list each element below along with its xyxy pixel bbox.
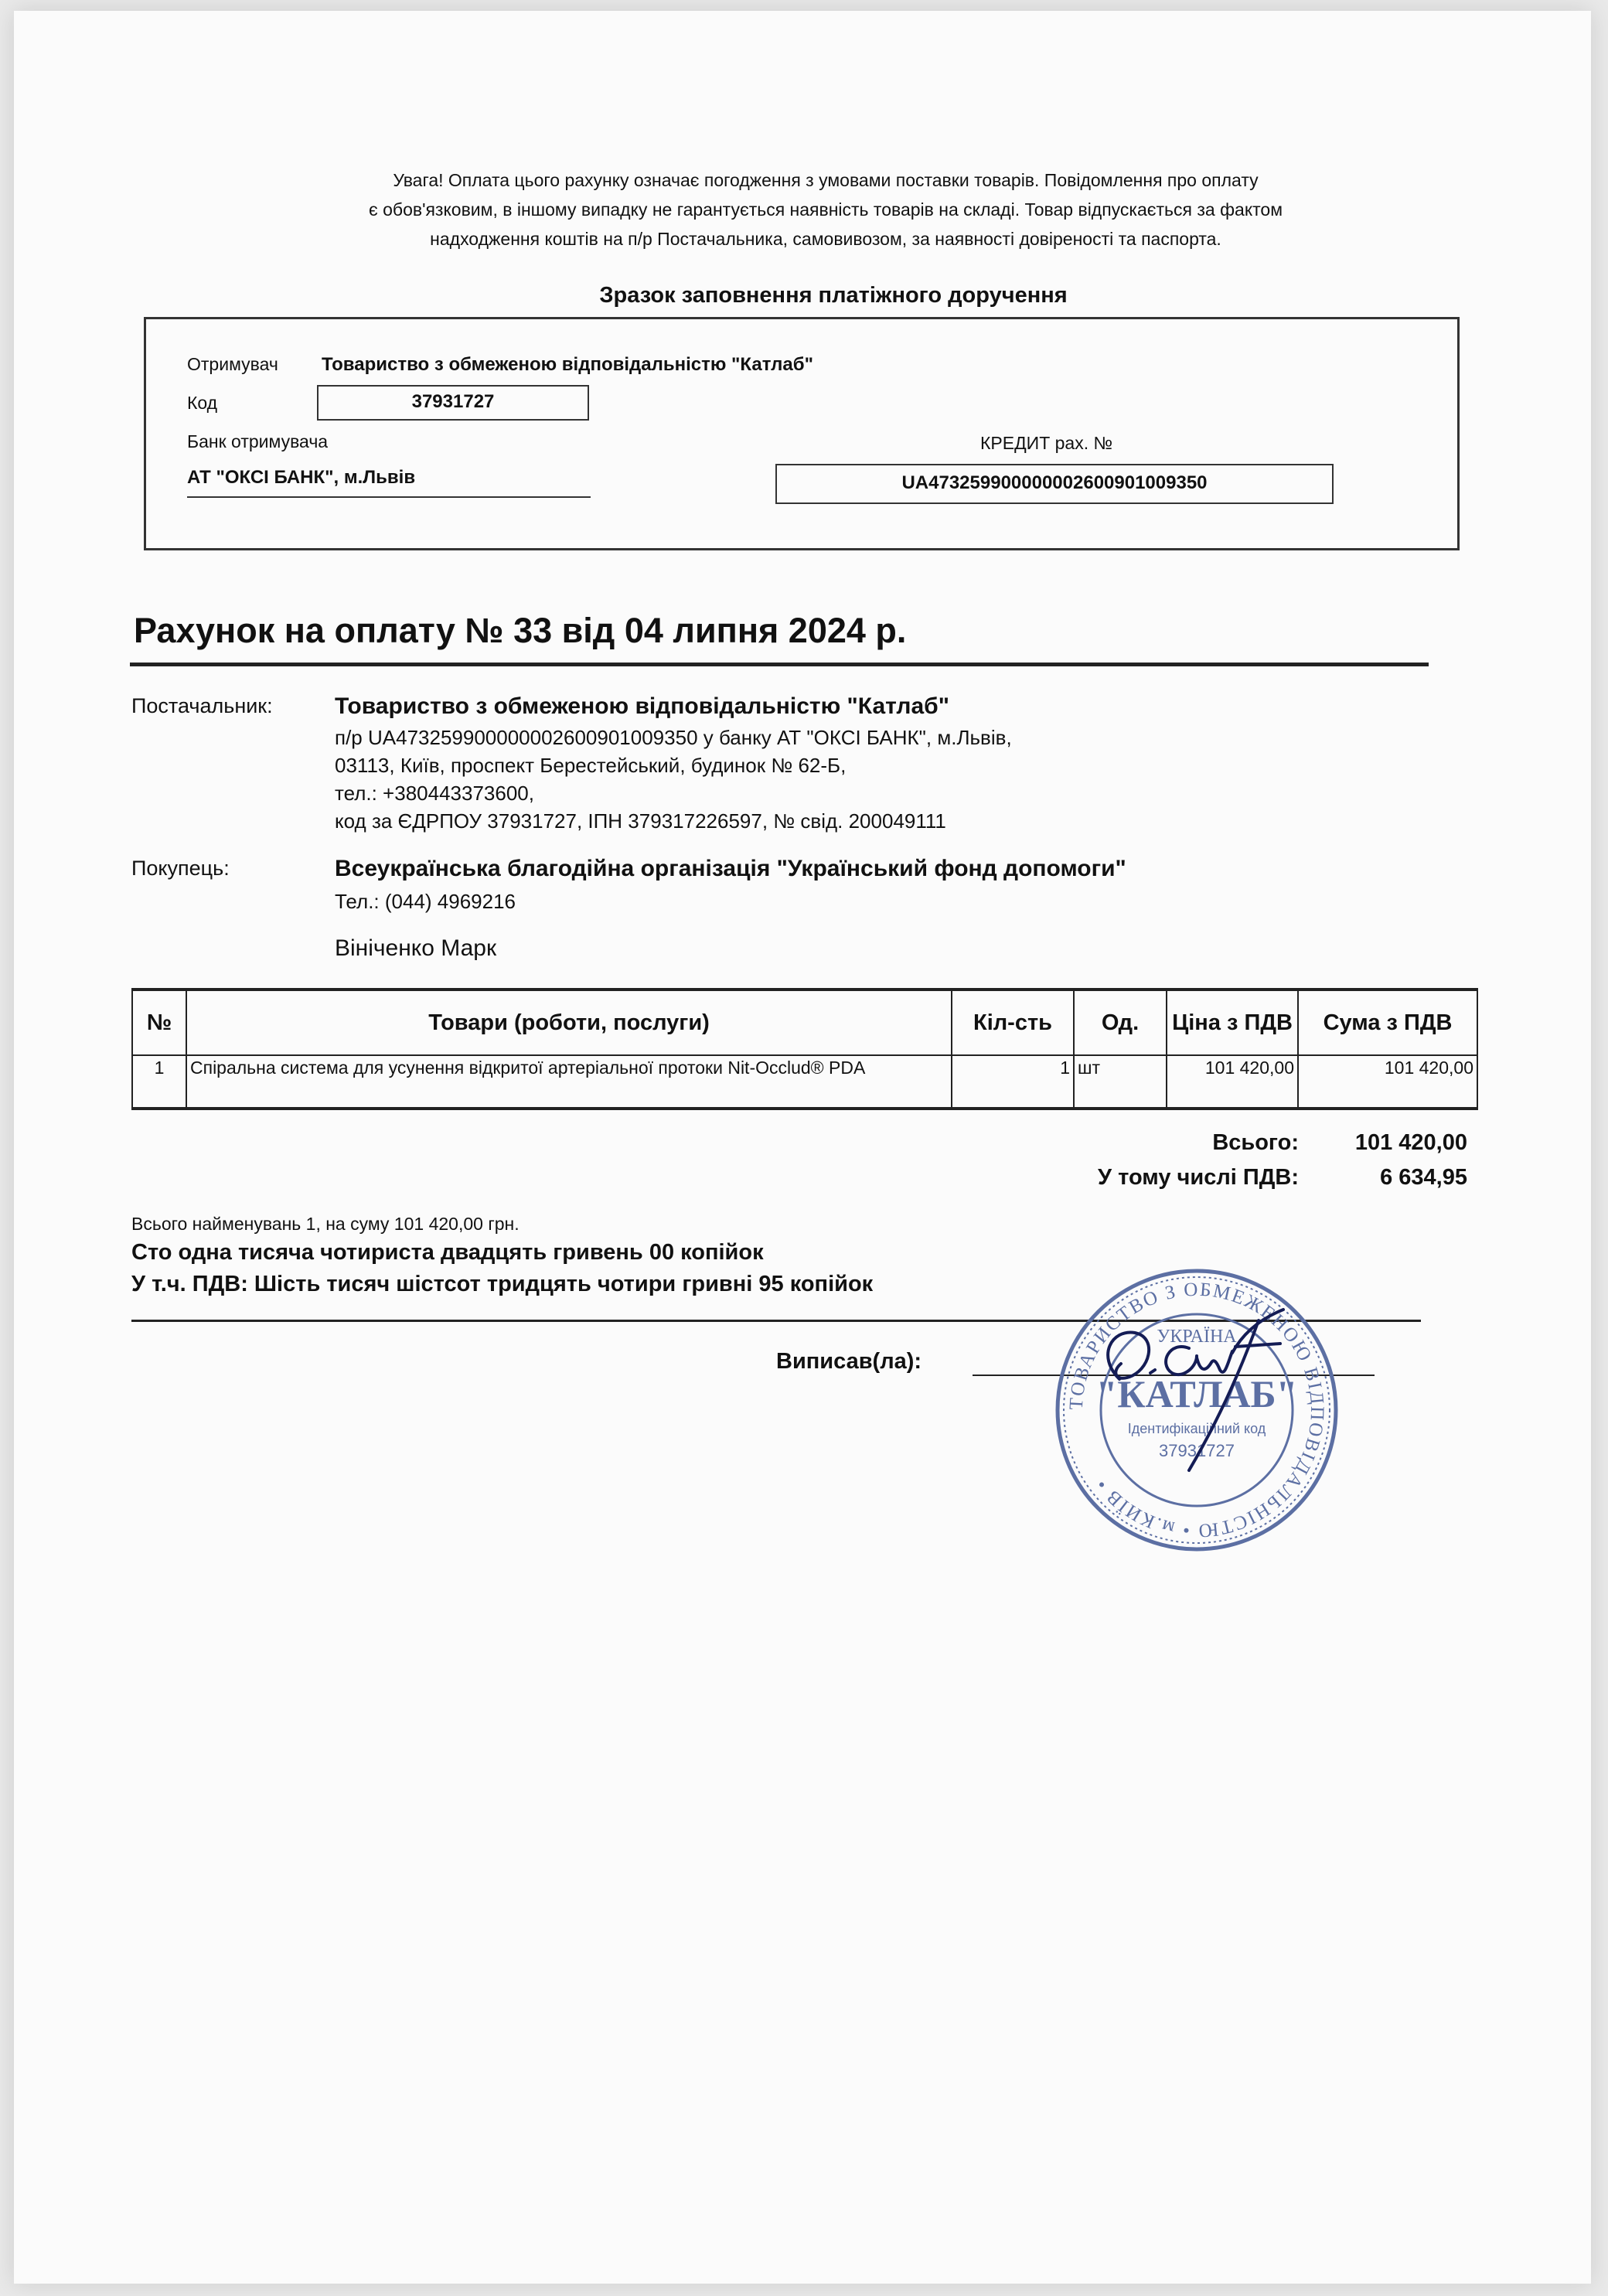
total-value: 101 420,00 <box>1354 1130 1467 1155</box>
supplier-phone-line: тел.: +380443373600, <box>335 782 534 805</box>
stamp-company-name: "КАТЛАБ" <box>1095 1372 1298 1415</box>
table-header-row <box>132 990 1477 1055</box>
cell-sum: 101 420,00 <box>1298 1055 1477 1109</box>
title-divider <box>130 663 1429 666</box>
issued-by-label: Виписав(ла): <box>776 1349 922 1374</box>
stamp-id-code: 37931727 <box>1159 1441 1235 1460</box>
supplier-codes-line: код за ЄДРПОУ 37931727, ІПН 379317226597, № свід. 200049111 <box>335 809 946 833</box>
invoice-page <box>14 11 1591 2284</box>
total-label: Всього: <box>1212 1130 1299 1155</box>
amount-in-words: Сто одна тисяча чотириста двадцять гривень 00 копійок <box>131 1240 764 1265</box>
col-header-qty: Кіл-сть <box>952 990 1074 1055</box>
col-header-sum: Сума з ПДВ <box>1298 990 1477 1055</box>
payment-sample-title: Зразок заповнення платіжного доручення <box>599 283 1068 308</box>
payment-sample-box <box>144 317 1460 550</box>
col-header-unit: Од. <box>1074 990 1167 1055</box>
items-count-line: Всього найменувань 1, на суму 101 420,00 грн. <box>131 1214 520 1234</box>
code-label: Код <box>187 393 218 413</box>
cell-price: 101 420,00 <box>1167 1055 1298 1109</box>
buyer-phone: Тел.: (044) 4969216 <box>335 890 516 913</box>
supplier-details <box>335 724 1012 835</box>
bank-value: АТ "ОКСІ БАНК", м.Львів <box>187 467 591 498</box>
credit-account-field: UA473259900000002600901009350 <box>775 464 1334 504</box>
stamp-ring-textpath: ТОВАРИСТВО З ОБМЕЖЕНОЮ ВІДПОВІДАЛЬНІСТЮ • м.КИЇВ • <box>1065 1279 1328 1541</box>
table-row <box>132 1055 1477 1109</box>
invoice-title: Рахунок на оплату № 33 від 04 липня 2024 р. <box>134 611 907 650</box>
items-table <box>131 988 1478 1110</box>
vat-label: У тому числі ПДВ: <box>1098 1165 1299 1190</box>
stamp-id-label: Ідентифікаційний код <box>1127 1421 1266 1436</box>
recipient-label: Отримувач <box>187 354 278 374</box>
supplier-name: Товариство з обмеженою відповідальністю "Катлаб" <box>335 693 949 719</box>
handwritten-signature <box>1081 1286 1313 1487</box>
notice-line-3: надходження коштів на п/р Постачальника, самовивозом, за наявності довіреності та паспорта. <box>430 229 1221 249</box>
payment-notice <box>207 165 1444 254</box>
vat-value: 6 634,95 <box>1380 1165 1467 1190</box>
supplier-address-line: 03113, Київ, проспект Берестейський, будинок № 62-Б, <box>335 754 847 777</box>
stamp-top-text: УКРАЇНА <box>1157 1327 1237 1347</box>
bank-label: Банк отримувача <box>187 431 329 451</box>
buyer-label: Покупець: <box>131 857 230 880</box>
col-header-price: Ціна з ПДВ <box>1167 990 1298 1055</box>
supplier-label: Постачальник: <box>131 694 273 717</box>
buyer-name: Всеукраїнська благодійна організація "Український фонд допомоги" <box>335 856 1126 881</box>
buyer-contact: Вініченко Марк <box>335 935 497 961</box>
vat-in-words: У т.ч. ПДВ: Шість тисяч шістсот тридцять чотири гривні 95 копійок <box>131 1272 874 1296</box>
code-field: 37931727 <box>317 385 589 421</box>
col-header-num: № <box>132 990 186 1055</box>
credit-label: КРЕДИТ рах. № <box>980 433 1113 453</box>
supplier-account-line: п/р UA473259900000002600901009350 у банку АТ "ОКСІ БАНК", м.Львів, <box>335 726 1012 749</box>
notice-line-2: є обов'язковим, в іншому випадку не гарантується наявність товарів на складі. Товар відпускається за фактом <box>368 199 1283 220</box>
recipient-value: Товариство з обмеженою відповідальністю "Катлаб" <box>322 354 813 375</box>
cell-unit: шт <box>1074 1055 1167 1109</box>
cell-qty: 1 <box>952 1055 1074 1109</box>
col-header-goods: Товари (роботи, послуги) <box>186 990 952 1055</box>
cell-goods: Спіральна система для усунення відкритої артеріальної протоки Nit-Occlud® PDA <box>186 1055 952 1109</box>
cell-num: 1 <box>132 1055 186 1109</box>
notice-line-1: Увага! Оплата цього рахунку означає погодження з умовами поставки товарів. Повідомлення про оплату <box>393 170 1259 190</box>
